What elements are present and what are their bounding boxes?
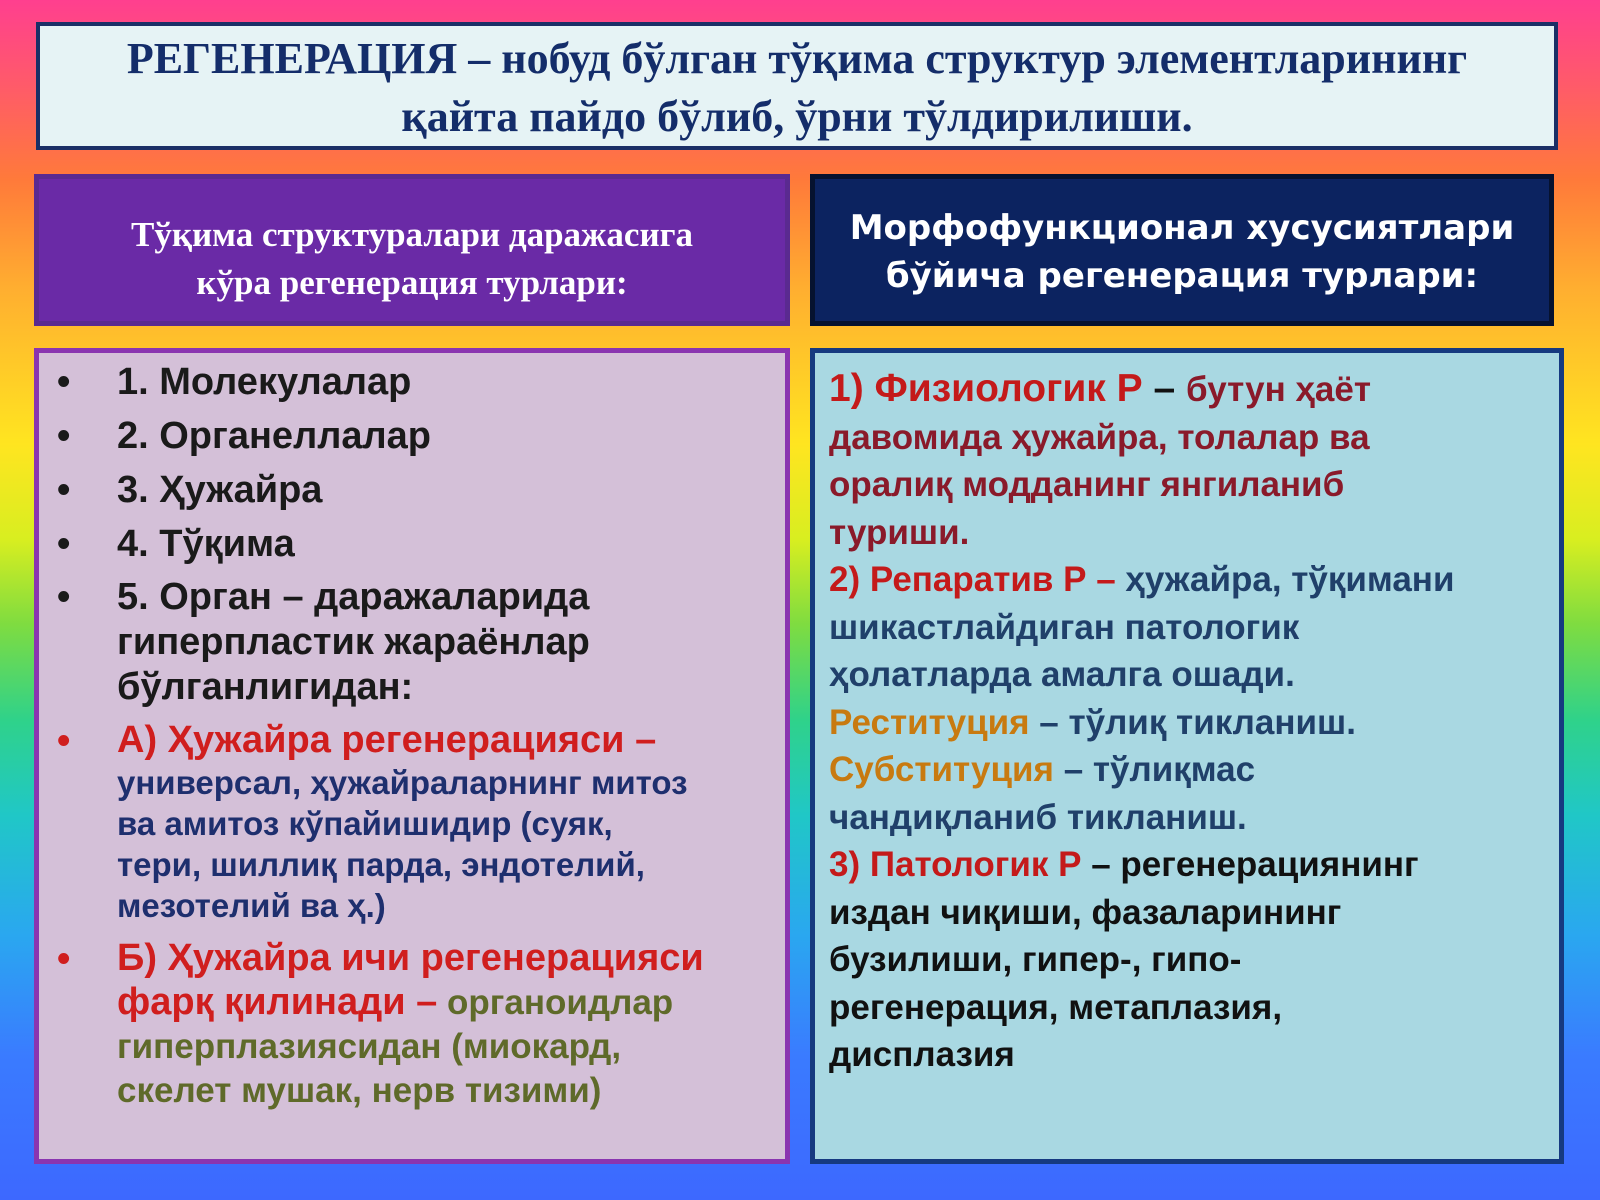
definition-line-1: РЕГЕНЕРАЦИЯ – нобуд бўлган тўқима структур элементларининг [126, 34, 1468, 83]
pathological-block [829, 841, 1549, 1079]
right-header-line-1: Морфофункционал хусусиятлари [849, 208, 1515, 248]
restitution-term: Реституция [829, 702, 1030, 742]
physiological-title: 1) Физиологик Р [829, 367, 1143, 410]
physiological-line-3: оралиқ модданинг янгиланиб [829, 465, 1345, 504]
list-item [57, 521, 771, 567]
list-item [57, 467, 771, 513]
morphofunctional-panel [810, 348, 1564, 1164]
pathological-line-3: бузилиши, гипер-, гипо- [829, 940, 1242, 979]
reparative-title: 2) Репаратив Р – [829, 560, 1116, 599]
list-item-organ [57, 575, 771, 710]
reparative-block [829, 556, 1549, 699]
definition-line-2: қайта пайдо бўлиб, ўрни тўлдирилиши. [401, 92, 1193, 141]
list-item-text: 2. Органеллалар [117, 415, 431, 457]
left-header-line-1: Тўқима структуралари даражасига [130, 215, 694, 254]
right-section-header [810, 174, 1554, 326]
bullet-icon: • [57, 938, 71, 980]
list-item-intracellular-regeneration [57, 936, 771, 1113]
physiological-line-4: туриши. [829, 512, 970, 552]
intracellular-line-3: скелет мушак, нерв тизими) [117, 1071, 602, 1110]
reparative-line-3: ҳолатларда амалга ошади. [829, 655, 1295, 694]
restitution-block [829, 699, 1549, 747]
bullet-icon: • [57, 415, 71, 457]
physiological-dash: – [1142, 367, 1187, 410]
substitution-line-2: чандиқланиб тикланиш. [829, 797, 1247, 837]
list-item-text: 1. Молекулалар [117, 361, 412, 403]
physiological-line-1: бутун ҳаёт [1186, 370, 1371, 409]
substitution-term: Субституция [829, 750, 1054, 789]
bullet-icon: • [57, 576, 71, 618]
cell-regeneration-line-4: мезотелий ва ҳ.) [117, 887, 386, 924]
intracellular-heading-1: Б) Ҳужайра ичи регенерацияси [117, 937, 704, 979]
list-item [57, 413, 771, 459]
cell-regeneration-line-3: тери, шиллиқ парда, эндотелий, [117, 846, 645, 883]
tissue-level-panel [34, 348, 790, 1164]
left-header-line-2: кўра регенерация турлари: [196, 263, 628, 302]
substitution-line-1: – тўлиқмас [1053, 750, 1256, 789]
intracellular-line-2: гиперплазиясидан (миокард, [117, 1027, 622, 1066]
tissue-level-list [57, 359, 771, 1113]
list-item-text: 4. Тўқима [117, 523, 295, 565]
cell-regeneration-line-1: универсал, ҳужайраларнинг митоз [117, 764, 688, 801]
pathological-title: 3) Патологик Р [829, 845, 1082, 884]
cell-regeneration-line-2: ва амитоз кўпайишидир (суяк, [117, 805, 613, 842]
pathological-line-1: – регенерациянинг [1081, 845, 1419, 884]
right-header-line-2: бўйича регенерация турлари: [885, 256, 1479, 296]
list-item [57, 359, 771, 405]
restitution-desc: – тўлиқ тикланиш. [1029, 702, 1356, 742]
organ-line-2: гиперпластик жараёнлар [117, 621, 590, 663]
list-item-text: 3. Ҳужайра [117, 469, 323, 511]
substitution-block [829, 746, 1549, 841]
bullet-icon: • [57, 361, 71, 403]
intracellular-line-1: органоидлар [437, 983, 674, 1022]
physiological-line-2: давомида ҳужайра, толалар ва [829, 417, 1370, 457]
reparative-line-2: шикастлайдиган патологик [829, 607, 1300, 647]
intracellular-heading-2: фарқ қилинади – [117, 981, 438, 1023]
cell-regeneration-heading: А) Ҳужайра регенерацияси – [117, 719, 657, 761]
bullet-icon: • [57, 469, 71, 511]
left-section-header [34, 174, 790, 326]
pathological-line-4: регенерация, метаплазия, [829, 987, 1283, 1027]
bullet-icon: • [57, 523, 71, 565]
definition-title-box [36, 22, 1558, 150]
organ-line-3: бўлганлигидан: [117, 666, 414, 708]
pathological-line-2: издан чиқиши, фазаларининг [829, 892, 1342, 932]
reparative-line-1: ҳужайра, тўқимани [1115, 560, 1455, 599]
bullet-icon: • [57, 720, 71, 762]
list-item-cell-regeneration [57, 718, 771, 926]
pathological-line-5: дисплазия [829, 1035, 1015, 1074]
physiological-block [829, 365, 1549, 556]
organ-line-1: 5. Орган – даражаларида [117, 576, 590, 618]
